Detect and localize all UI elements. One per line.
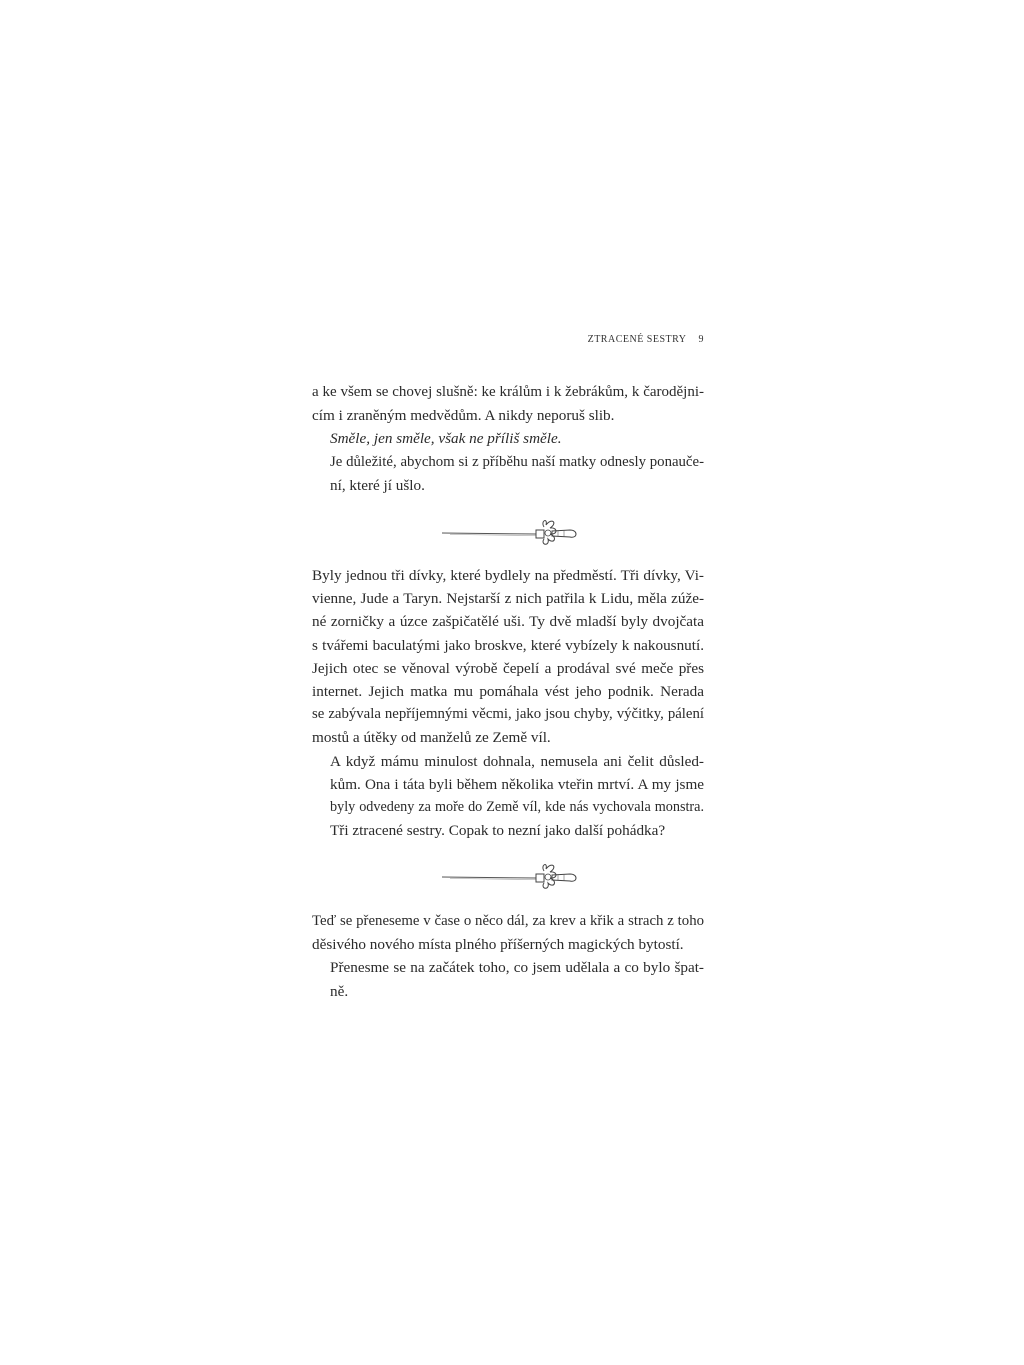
text-line: A když mámu minulost dohnala, nemusela ani čelit důsled-	[330, 752, 704, 770]
text-line: ně.	[330, 982, 349, 1000]
paragraph	[312, 910, 704, 956]
text-line: Směle, jen směle, však ne příliš směle.	[330, 430, 562, 448]
paragraph	[312, 564, 704, 750]
text-line: Tři ztracené sestry. Copak to nezní jako další pohádka?	[330, 822, 666, 840]
text-line: Byly jednou tři dívky, které bydlely na předměstí. Tři dívky, Vi-	[312, 567, 704, 584]
paragraph	[312, 956, 704, 1002]
book-title: ZTRACENÉ SESTRY	[587, 334, 687, 345]
text-line: kům. Ona i táta byli během několika vteřin mrtví. A my jsme	[330, 775, 704, 793]
paragraph	[312, 451, 704, 497]
text-line: byly odvedeny za moře do Země víl, kde nás vychovala monstra.	[330, 799, 704, 816]
page-number: 9	[698, 334, 704, 345]
sword-ornament-icon	[440, 513, 580, 553]
text-line: se zabývala nepříjemnými věcmi, jako jsou chyby, výčitky, pálení	[312, 706, 704, 723]
sword-ornament-icon	[440, 857, 580, 897]
text-block-story	[312, 564, 704, 842]
text-line: Přenesme se na začátek toho, co jsem udělala a co bylo špat-	[330, 959, 704, 977]
running-head	[588, 334, 704, 345]
text-line: s tvářemi baculatými jako broskve, které vybízely k nakousnutí.	[312, 636, 704, 654]
text-line: né zorničky a úzce zašpičatělé uši. Ty dvě mladší byly dvojčata	[312, 613, 704, 631]
text-line: ní, které jí ušlo.	[330, 476, 425, 494]
text-line: vienne, Jude a Taryn. Nejstarší z nich patřila k Lidu, měla zúže-	[312, 590, 704, 608]
text-block-opening	[312, 381, 704, 497]
text-line: cím i zraněným medvědům. A nikdy neporuš slib.	[312, 407, 615, 425]
text-line: děsivého nového místa plného příšerných magických bytostí.	[312, 936, 684, 954]
paragraph	[312, 381, 704, 427]
italic-motto	[312, 427, 704, 450]
paragraph	[312, 750, 704, 843]
text-line: Je důležité, abychom si z příběhu naší matky odnesly ponauče-	[330, 453, 704, 470]
text-block-closing	[312, 910, 704, 1003]
text-line: a ke všem se chovej slušně: ke králům i k žebrákům, k čarodějni-	[312, 384, 704, 400]
text-line: mostů a útěky od manželů ze Země víl.	[312, 729, 551, 747]
text-line: internet. Jejich matka mu pomáhala vést jeho podnik. Nerada	[312, 683, 704, 701]
text-line: Jejich otec se věnoval výrobě čepelí a prodával své meče přes	[312, 659, 704, 677]
book-page	[312, 0, 704, 1365]
text-line: Teď se přeneseme v čase o něco dál, za krev a křik a strach z toho	[312, 913, 704, 929]
